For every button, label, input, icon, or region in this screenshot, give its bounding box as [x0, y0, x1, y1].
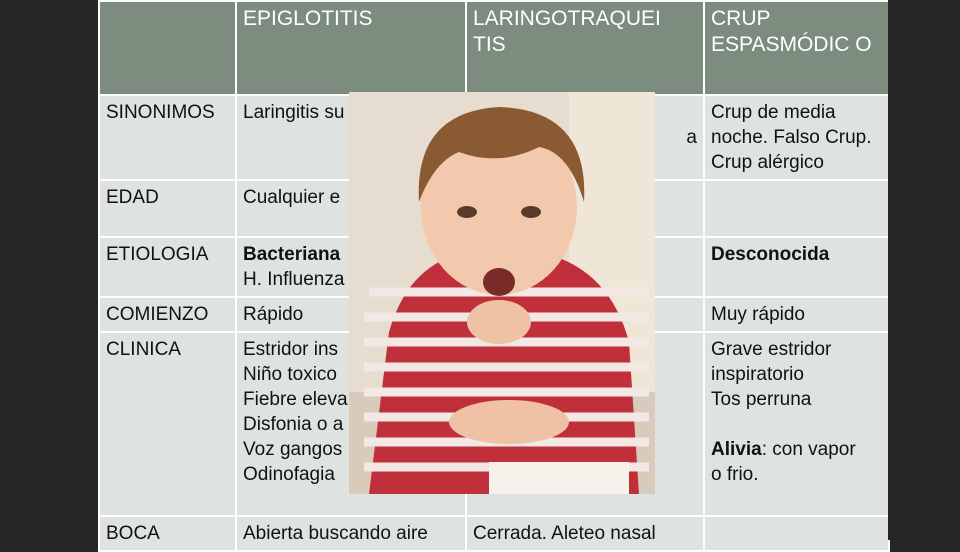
- relief-label: Alivia: [711, 439, 762, 460]
- cell-line: Odinofagia: [243, 464, 335, 485]
- cell-line: Fiebre eleva: [243, 389, 348, 410]
- cell-line: Tos perruna: [711, 389, 812, 410]
- cell-line: Desconocida: [711, 244, 830, 265]
- header-crup-espasmodico: CRUP ESPASMÓDIC O: [704, 1, 889, 95]
- row-label-boca: BOCA: [99, 516, 236, 551]
- cell-line: Abierta buscando aire: [243, 523, 428, 544]
- cell-line: Grave estridor: [711, 339, 832, 360]
- row-label-comienzo: COMIENZO: [99, 297, 236, 332]
- cell-line: Disfonia o a: [243, 414, 344, 435]
- cell-edad-crup: [704, 180, 889, 237]
- table-header-row: [99, 1, 889, 95]
- header-laringotraqueitis: LARINGOTRAQUEI TIS: [466, 1, 704, 95]
- cell-line: o frio.: [711, 464, 759, 485]
- cell-boca-epiglotitis: [236, 516, 466, 551]
- cell-line: Muy rápido: [711, 304, 805, 325]
- photo-illustration: [349, 92, 655, 494]
- spacer: [711, 412, 882, 437]
- cell-line: Cualquier e: [243, 187, 341, 208]
- header-epiglotitis: EPIGLOTITIS: [236, 1, 466, 95]
- relief-text: : con vapor: [761, 439, 856, 460]
- cell-line: Crup alérgico: [711, 152, 824, 173]
- cell-sinonimos-crup: [704, 95, 889, 180]
- cell-line: Cerrada. Aleteo nasal: [473, 523, 656, 544]
- cell-line: Rápido: [243, 304, 304, 325]
- cell-line: Estridor ins: [243, 339, 339, 360]
- cell-line: Laringitis su: [243, 102, 345, 123]
- row-label-sinonimos: SINONIMOS: [99, 95, 236, 180]
- row-label-edad: EDAD: [99, 180, 236, 237]
- cell-boca-laringo: [466, 516, 704, 551]
- cell-etiologia-crup: [704, 237, 889, 297]
- cell-line: Voz gangos: [243, 439, 343, 460]
- cell-boca-crup: [704, 516, 889, 551]
- row-label-etiologia: ETIOLOGIA: [99, 237, 236, 297]
- cell-comienzo-crup: [704, 297, 889, 332]
- cell-line: Bacteriana: [243, 244, 341, 265]
- cell-line: H. Influenza: [243, 269, 345, 290]
- header-empty: [99, 1, 236, 95]
- cell-clinica-crup: [704, 332, 889, 516]
- cell-line: Crup de media: [711, 102, 836, 123]
- cell-line: Niño toxico: [243, 364, 337, 385]
- cell-line: inspiratorio: [711, 364, 804, 385]
- slide-margin: [888, 0, 960, 540]
- cell-line: a: [686, 127, 697, 148]
- child-coughing-photo: [349, 92, 655, 494]
- table-row: [99, 516, 889, 551]
- row-label-clinica: CLINICA: [99, 332, 236, 516]
- cell-line: [711, 437, 882, 462]
- cell-line: noche. Falso Crup.: [711, 127, 872, 148]
